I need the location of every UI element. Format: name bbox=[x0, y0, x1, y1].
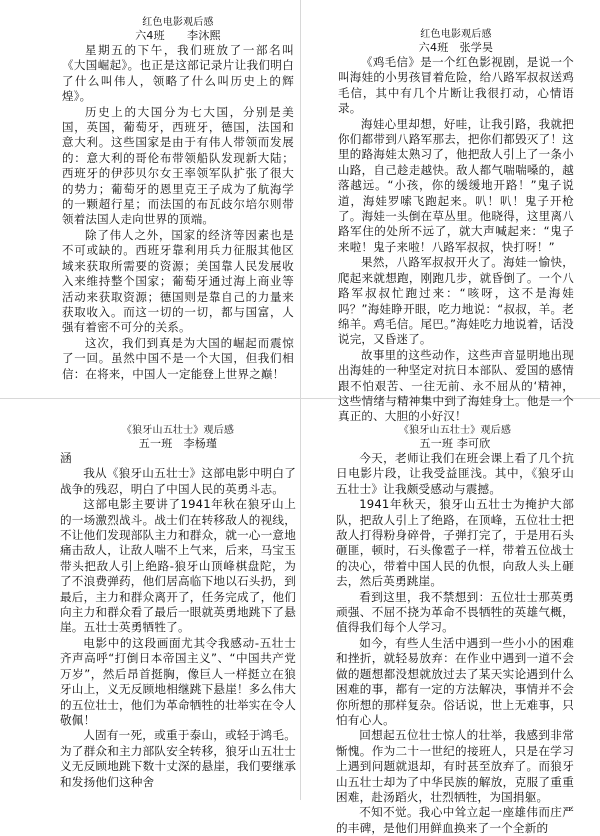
essay-paragraph: 不知不觉。我心中耸立起一座雄伟而庄严的丰碑，是他们用鲜血换来了一个全新的 bbox=[336, 805, 574, 835]
essay-bottom-right bbox=[336, 404, 574, 835]
essay-paragraph: 回想起五位壮士惊人的壮举，我感到非常惭愧。作为二十一世纪的接班人，只是在学习上遇到问题就退却，有时甚至放弃了。而狼牙山五壮士却为了中华民族的解放，克服了重重困难，赴汤蹈火，壮烈牺牲，为国捐躯。 bbox=[336, 728, 574, 804]
essay-paragraph: 我从《狼牙山五壮士》这部电影中明白了战争的残忍，明白了中国人民的英勇斗志。 bbox=[60, 466, 296, 496]
essay-author: 六4班 张学昊 bbox=[418, 41, 494, 54]
essay-paragraph: 这次，我们到真是为大国的崛起而震惊了一回。虽然中国不是一个大国，但我们相信：在将来，中国人一定能登上世界之巅！ bbox=[62, 335, 294, 381]
essay-top-left bbox=[62, 4, 294, 396]
essay-paragraph: 今天，老师让我们在班会课上看了几个抗日电影片段，让我受益匪浅。其中，《狼牙山五壮士》让我颇受感动与震撼。 bbox=[336, 451, 574, 496]
essay-paragraph: 海娃心里却想，好哇，让我引路，我就把你们都带到八路军那去，把你们都毁灭了！这里的路海娃太熟习了，他把敌人引上了一条小山路，自己趁走越快。敌人都气喘喘嗓的，越落越远。“小孩，你的缓缓地开路！”鬼子说道，海娃罗嗦飞跑起来。叭！叭！鬼子开枪了。海娃一头倒在草丛里。他晓得，这里离八路军住的处所不远了，就大声喊起来：“鬼子来啦！鬼子来啦！八路军叔叔，快打呀！” bbox=[338, 116, 574, 254]
essay-paragraph: 《鸡毛信》是一个红色影视剧，是说一个叫海娃的小男孩冒着危险，给八路军叔叔送鸡毛信，其中有几个片断让我很打动，心情语录。 bbox=[338, 55, 574, 116]
essay-top-right bbox=[338, 4, 574, 424]
essay-paragraph: 故事里的这些动作，这些声音显明地出现出海娃的一种坚定对抗日本部队、爱国的感情跟不怕艰苦、一往无前、永不屈从的‘精神，这些情绪与精神集中到了海娃身上。他是一个真正的、大胆的小好汉！ bbox=[338, 347, 574, 424]
essay-paragraph: 除了伟人之外，国家的经济等因素也是不可或缺的。西班牙靠利用兵力征服其他区域来获取所需要的资源；美国靠人民发展收入来维持整个国家；葡萄牙通过海上商业等活动来获取资源；德国则是靠自己的力量来获取收入。而这一切的一切，都与国富，人强有着密不可分的关系。 bbox=[62, 227, 294, 335]
essay-author: 五一班 李杨瑾 bbox=[138, 437, 218, 450]
essay-paragraph: 星期五的下午，我们班放了一部名叫《大国崛起》。也正是这部记录片让我们明白了什么叫伟人，领略了什么叫历史上的辉煌》。 bbox=[62, 43, 294, 104]
essay-paragraph: 如今，有些人生活中遇到一些小小的困难和挫折，就轻易放弃：在作业中遇到一道不会做的题想都没想就放过去了某天实论遇到什么困难的事，都有一定的方法解决，事情并不会你所想的那样复杂。俗话说，世上无难事，只怕有心人。 bbox=[336, 635, 574, 727]
essay-title: 红色电影观后感 bbox=[142, 17, 214, 28]
vertical-divider bbox=[300, 0, 301, 800]
essay-title: 红色电影观后感 bbox=[420, 29, 492, 40]
essay-author: 五一班 李可欣 bbox=[419, 437, 491, 450]
essay-paragraph: 果然，八路军叔叔开火了。海娃一愉快，爬起来就想跑，刚跑几步，就昏倒了。一个八路军叔叔忙跑过来：“咳呀，这不是海娃吗？”海娃睁开眼，吃力地说：“叔叔，羊。老绵羊。鸡毛信。尾巴。”海娃吃力地说着，话没说完，又昏迷了。 bbox=[338, 255, 574, 347]
essay-bottom-left bbox=[60, 404, 296, 800]
essay-paragraph: 这部电影主要讲了1941年秋在狼牙山上的一场激烈战斗。战士们在转移敌人的视线，不让他们发现部队主力和群众，就一心一意地痛击敌人，让敌人喘不上气来，后来，马宝玉带头把敌人引上绝路-狼牙山顶峰棋盘陀，为了不浪费弹药，他们居高临下地以石头扔，到最后，主力和群众离开了，任务完成了，他们向主力和群众看了最后一眼就英勇地跳下了悬崖。五壮士英勇牺牲了。 bbox=[60, 497, 296, 635]
essay-title: 《狼牙山五壮士》观后感 bbox=[398, 425, 512, 436]
essay-paragraph: 看到这里，我不禁想到：五位壮士那英勇顽强、不屈不挠为革命不畏牺牲的英雄气概，值得我们每个人学习。 bbox=[336, 589, 574, 635]
essay-paragraph: 人固有一死，或重于泰山，或轻于鸿毛。为了群众和主力部队安全转移，狼牙山五壮士义无反顾地跳下数十丈深的悬崖，我们要继承和发扬他们这种舍 bbox=[60, 728, 296, 789]
essay-paragraph: 1941年秋天，狼牙山五壮士为掩护大部队，把敌人引上了绝路，在顶峰，五位壮士把敌人打得粉身碎骨，子弹打完了，于是用石头砸匪，顿时，石头像雹子一样，带着五位战士的决心，带着中国人民的仇恨，向敌人头上砸去，然后英勇跳崖。 bbox=[336, 497, 574, 589]
essay-paragraph: 电影中的这段画面尤其令我感动-五壮士齐声高呼“打倒日本帝国主义”、“中国共产党万岁”，然后昂首挺胸，像巨人一样挺立在狼牙山上，义无反顾地相继跳下悬崖！多么伟大的五位壮士，他们为革命牺牲的壮举实在令人敬佩！ bbox=[60, 635, 296, 727]
essay-paragraph: 历史上的大国分为七大国，分别是美国，英国，葡萄牙，西班牙，德国，法国和意大利。这些国家是由于有伟人带领而发展的：意大利的哥伦布带领船队发现新大陆；西班牙的伊莎贝尔女王率领军队扩张了很大的势力；葡萄牙的恩里克王子成为了航海学的一颗超行星；而法国的布瓦歧尔培尔则带领着法国人走向世界的顶端。 bbox=[62, 104, 294, 227]
essay-author-suffix: 涵 bbox=[60, 451, 72, 465]
essay-author: 六4班 李沐熙 bbox=[135, 29, 221, 42]
essay-title: 《狼牙山五壮士》观后感 bbox=[121, 425, 235, 436]
